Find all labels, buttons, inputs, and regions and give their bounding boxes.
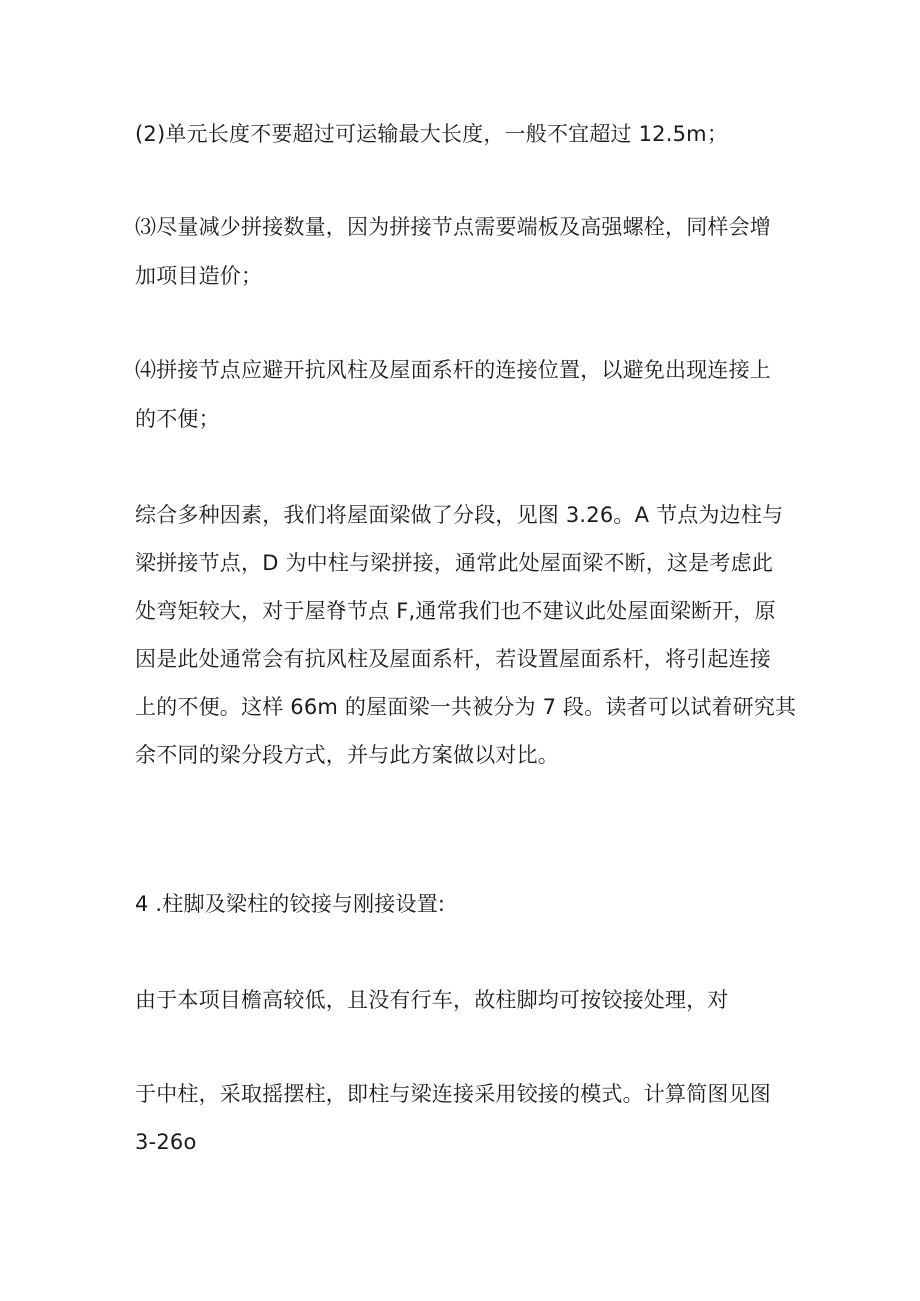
- summary-line: 因是此处通常会有抗风柱及屋面系杆，若设置屋面系杆，将引起连接: [135, 647, 771, 671]
- summary-line: 梁拼接节点，D 为中柱与梁拼接，通常此处屋面梁不断，这是考虑此: [135, 551, 774, 575]
- summary-line: 综合多种因素，我们将屋面梁做了分段，见图 3.26。A 节点为边柱与: [135, 503, 784, 527]
- summary-line: 处弯矩较大，对于屋脊节点 F,通常我们也不建议此处屋面梁断开，原: [135, 599, 776, 623]
- section-4-heading: 4 .柱脚及梁柱的铰接与刚接设置:: [135, 892, 446, 916]
- item-3-line-1: ⑶尽量减少拼接数量，因为拼接节点需要端板及高强螺栓，同样会增: [135, 215, 771, 239]
- item-3-line-2: 加项目造价；: [135, 264, 263, 288]
- section-4-paragraph-1: 由于本项目檐高较低，且没有行车，故柱脚均可按铰接处理，对: [135, 988, 729, 1012]
- summary-line: 余不同的梁分段方式，并与此方案做以对比。: [135, 743, 559, 767]
- item-4-line-1: ⑷拼接节点应避开抗风柱及屋面系杆的连接位置，以避免出现连接上: [135, 358, 771, 382]
- section-4-paragraph-2-line-2: 3-26o: [135, 1130, 197, 1154]
- item-2-text: (2)单元长度不要超过可运输最大长度，一般不宜超过 12.5m；: [135, 122, 729, 146]
- item-4-line-2: 的不便；: [135, 407, 220, 431]
- section-4-paragraph-2-line-1: 于中柱，采取摇摆柱，即柱与梁连接采用铰接的模式。计算简图见图: [135, 1082, 771, 1106]
- summary-line: 上的不便。这样 66m 的屋面梁一共被分为 7 段。读者可以试着研究其: [135, 695, 797, 719]
